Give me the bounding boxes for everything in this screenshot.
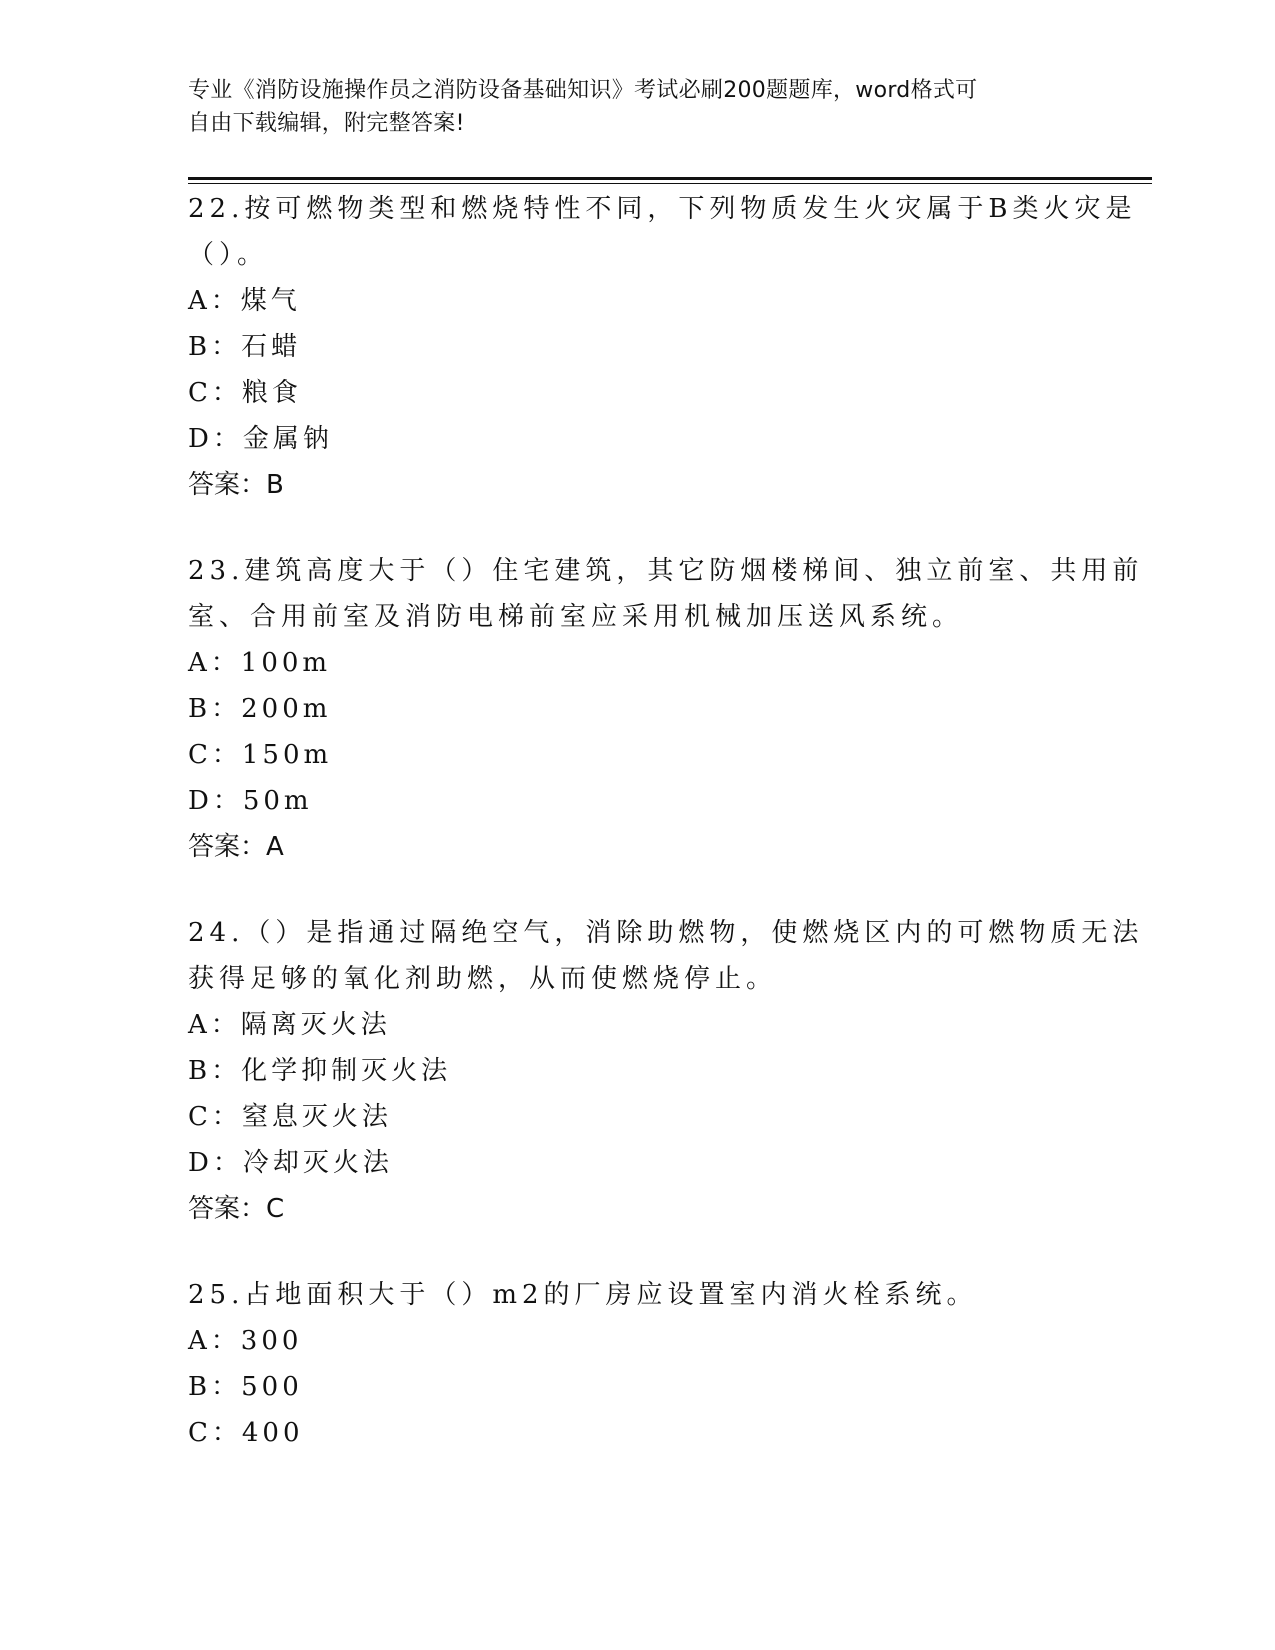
question-stem-line: 室、合用前室及消防电梯前室应采用机械加压送风系统。 [188, 602, 964, 632]
option-a: A：100m [188, 648, 332, 678]
option-b: B：500 [188, 1372, 303, 1402]
question-24 [188, 910, 1144, 1232]
option-c: C：窒息灭火法 [188, 1102, 392, 1132]
option-b: B：200m [188, 694, 332, 724]
answer-text: 答案：C [188, 1194, 285, 1224]
question-stem-line: 获得足够的氧化剂助燃，从而使燃烧停止。 [188, 964, 778, 994]
question-22 [188, 186, 1137, 508]
question-25 [188, 1272, 1088, 1456]
question-stem-line: 24.（）是指通过隔绝空气，消除助燃物，使燃烧区内的可燃物质无法 [188, 918, 1144, 948]
answer-text: 答案：A [188, 832, 284, 862]
option-b: B：化学抑制灭火法 [188, 1056, 452, 1086]
header-line-1: 专业《消防设施操作员之消防设备基础知识》考试必刷200题题库，word格式可 [188, 78, 978, 103]
option-d: D：50m [188, 786, 313, 816]
header-divider-thick [188, 177, 1152, 180]
question-stem-line: 25.占地面积大于（）m2的厂房应设置室内消火栓系统。 [188, 1280, 978, 1310]
option-a: A：300 [188, 1326, 303, 1356]
option-c: C：150m [188, 740, 333, 770]
header-line-2: 自由下载编辑，附完整答案! [188, 111, 465, 136]
option-c: C：400 [188, 1418, 304, 1448]
option-d: D：冷却灭火法 [188, 1148, 393, 1178]
question-stem-line: （）。 [188, 240, 269, 270]
option-c: C：粮食 [188, 378, 302, 408]
question-23 [188, 548, 1144, 870]
option-d: D：金属钠 [188, 424, 333, 454]
answer-text: 答案：B [188, 470, 284, 500]
option-a: A：隔离灭火法 [188, 1010, 391, 1040]
header-divider-thin [188, 183, 1152, 184]
question-stem-line: 22.按可燃物类型和燃烧特性不同，下列物质发生火灾属于B类火灾是 [188, 194, 1137, 224]
option-a: A：煤气 [188, 286, 301, 316]
option-b: B：石蜡 [188, 332, 302, 362]
question-stem-line: 23.建筑高度大于（）住宅建筑，其它防烟楼梯间、独立前室、共用前 [188, 556, 1144, 586]
document-header [188, 74, 1068, 140]
